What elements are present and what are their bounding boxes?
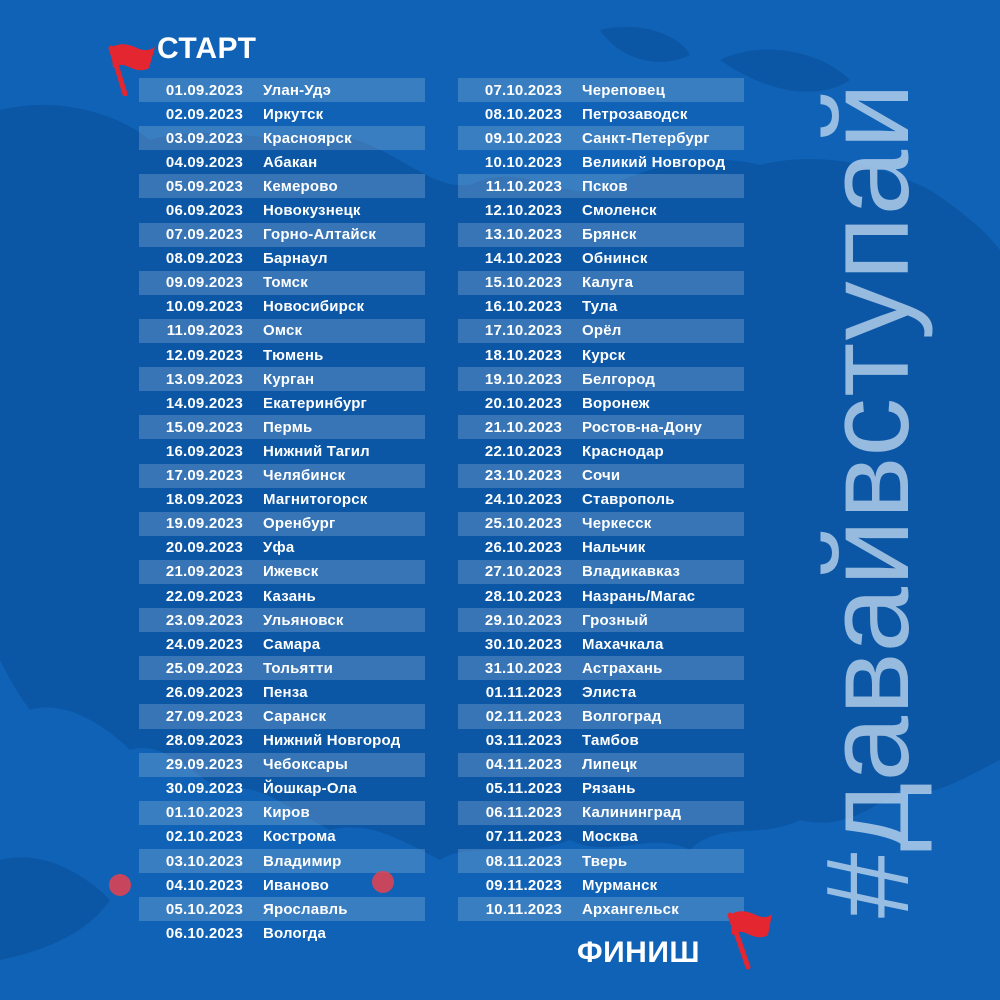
schedule-row xyxy=(458,247,744,271)
schedule-row xyxy=(458,295,744,319)
schedule-date: 27.10.2023 xyxy=(484,563,562,581)
schedule-row xyxy=(458,223,744,247)
schedule-row xyxy=(139,78,425,102)
schedule-row xyxy=(458,680,744,704)
schedule-date: 06.11.2023 xyxy=(485,804,562,822)
schedule-city: Рязань xyxy=(582,780,636,798)
schedule-row xyxy=(458,319,744,343)
schedule-date: 31.10.2023 xyxy=(484,659,562,677)
schedule-city: Томск xyxy=(263,274,308,292)
schedule-date: 25.09.2023 xyxy=(165,659,243,677)
schedule-city: Оренбург xyxy=(263,515,336,533)
schedule-city: Екатеринбург xyxy=(263,394,368,412)
schedule-row xyxy=(139,849,425,873)
schedule-city: Челябинск xyxy=(263,467,346,485)
schedule-city: Нижний Новгород xyxy=(263,732,401,750)
schedule-row xyxy=(139,680,425,704)
schedule-city: Ульяновск xyxy=(263,611,344,629)
schedule-city: Белгород xyxy=(582,370,656,388)
schedule-date: 14.10.2023 xyxy=(484,250,562,268)
schedule-date: 26.09.2023 xyxy=(165,683,243,701)
schedule-date: 16.09.2023 xyxy=(165,442,243,460)
schedule-row xyxy=(139,560,425,584)
schedule-row xyxy=(458,512,744,536)
schedule-city: Чебоксары xyxy=(263,756,349,774)
schedule-city: Самара xyxy=(263,635,321,653)
finish-flag-icon xyxy=(726,905,776,971)
schedule-row xyxy=(458,656,744,680)
schedule-city: Тольятти xyxy=(263,659,334,677)
schedule-row xyxy=(139,174,425,198)
schedule-city: Архангельск xyxy=(582,900,679,918)
schedule-city: Обнинск xyxy=(582,250,648,268)
schedule-city: Калининград xyxy=(582,804,682,822)
schedule-city: Черкесск xyxy=(582,515,652,533)
schedule-date: 06.09.2023 xyxy=(165,202,243,220)
schedule-row xyxy=(458,343,744,367)
schedule-row xyxy=(458,777,744,801)
schedule-city: Пермь xyxy=(263,418,313,436)
schedule-date: 27.09.2023 xyxy=(165,707,243,725)
schedule-city: Нальчик xyxy=(582,539,646,557)
schedule-city: Орёл xyxy=(582,322,622,340)
schedule-date: 22.09.2023 xyxy=(165,587,243,605)
schedule-date: 01.10.2023 xyxy=(165,804,243,822)
schedule-date: 11.09.2023 xyxy=(166,322,243,340)
schedule-date: 16.10.2023 xyxy=(484,298,562,316)
schedule-date: 30.10.2023 xyxy=(484,635,562,653)
schedule-city: Владикавказ xyxy=(582,563,681,581)
schedule-date: 08.09.2023 xyxy=(165,250,243,268)
schedule-row xyxy=(139,704,425,728)
schedule-row xyxy=(139,921,425,945)
schedule-city: Улан-Удэ xyxy=(263,81,332,99)
schedule-date: 02.09.2023 xyxy=(165,105,243,123)
schedule-date: 03.10.2023 xyxy=(165,852,243,870)
schedule-city: Казань xyxy=(263,587,316,605)
schedule-city: Горно-Алтайск xyxy=(263,226,377,244)
schedule-row xyxy=(458,78,744,102)
schedule-city: Волгоград xyxy=(582,707,662,725)
schedule-city: Пенза xyxy=(263,683,308,701)
schedule-date: 28.09.2023 xyxy=(165,732,243,750)
schedule-city: Йошкар-Ола xyxy=(263,780,357,798)
schedule-city: Саранск xyxy=(263,707,327,725)
schedule-date: 26.10.2023 xyxy=(484,539,562,557)
schedule-row xyxy=(139,608,425,632)
schedule-row xyxy=(458,801,744,825)
schedule-date: 05.09.2023 xyxy=(165,177,243,195)
schedule-row xyxy=(458,897,744,921)
schedule-city: Назрань/Магас xyxy=(582,587,696,605)
schedule-date: 10.11.2023 xyxy=(485,900,562,918)
schedule-column-left xyxy=(139,78,425,945)
schedule-row xyxy=(139,801,425,825)
start-label: СТАРТ xyxy=(157,32,257,65)
schedule-date: 02.10.2023 xyxy=(165,828,243,846)
schedule-row xyxy=(458,584,744,608)
schedule-city: Красноярск xyxy=(263,129,352,147)
schedule-date: 20.09.2023 xyxy=(165,539,243,557)
schedule-date: 08.10.2023 xyxy=(484,105,562,123)
schedule-city: Тула xyxy=(582,298,618,316)
schedule-date: 17.09.2023 xyxy=(165,467,243,485)
schedule-date: 10.09.2023 xyxy=(165,298,243,316)
schedule-city: Ставрополь xyxy=(582,491,675,509)
schedule-city: Элиста xyxy=(582,683,637,701)
schedule-row xyxy=(458,102,744,126)
schedule-row xyxy=(458,391,744,415)
schedule-row xyxy=(139,271,425,295)
hashtag-vertical: #давайвступай xyxy=(802,81,934,919)
schedule-row xyxy=(139,102,425,126)
schedule-date: 04.11.2023 xyxy=(485,756,562,774)
schedule-city: Сочи xyxy=(582,467,621,485)
schedule-row xyxy=(458,488,744,512)
schedule-date: 07.10.2023 xyxy=(484,81,562,99)
schedule-row xyxy=(139,223,425,247)
schedule-date: 04.10.2023 xyxy=(165,876,243,894)
schedule-row xyxy=(458,729,744,753)
schedule-date: 09.09.2023 xyxy=(165,274,243,292)
schedule-row xyxy=(458,126,744,150)
schedule-date: 23.09.2023 xyxy=(165,611,243,629)
schedule-row xyxy=(139,439,425,463)
schedule-row xyxy=(458,150,744,174)
schedule-city: Петрозаводск xyxy=(582,105,688,123)
schedule-city: Иркутск xyxy=(263,105,324,123)
schedule-row xyxy=(458,704,744,728)
schedule-city: Москва xyxy=(582,828,638,846)
schedule-city: Астрахань xyxy=(582,659,663,677)
schedule-city: Тверь xyxy=(582,852,628,870)
schedule-row xyxy=(139,391,425,415)
schedule-date: 28.10.2023 xyxy=(484,587,562,605)
schedule-date: 29.09.2023 xyxy=(165,756,243,774)
schedule-date: 12.10.2023 xyxy=(484,202,562,220)
schedule-date: 08.11.2023 xyxy=(485,852,562,870)
schedule-city: Кемерово xyxy=(263,177,338,195)
schedule-date: 01.09.2023 xyxy=(165,81,243,99)
schedule-row xyxy=(139,825,425,849)
schedule-row xyxy=(458,753,744,777)
schedule-row xyxy=(458,608,744,632)
schedule-city: Санкт-Петербург xyxy=(582,129,710,147)
schedule-city: Великий Новгород xyxy=(582,153,726,171)
schedule-row xyxy=(458,560,744,584)
schedule-date: 05.10.2023 xyxy=(165,900,243,918)
schedule-city: Ижевск xyxy=(263,563,319,581)
schedule-row xyxy=(458,415,744,439)
schedule-row xyxy=(139,319,425,343)
schedule-date: 15.09.2023 xyxy=(165,418,243,436)
schedule-date: 18.10.2023 xyxy=(484,346,562,364)
schedule-city: Магнитогорск xyxy=(263,491,368,509)
schedule-date: 09.11.2023 xyxy=(485,876,562,894)
schedule-row xyxy=(139,343,425,367)
schedule-date: 10.10.2023 xyxy=(484,153,562,171)
schedule-row xyxy=(458,632,744,656)
schedule-row xyxy=(458,367,744,391)
red-dot-marker xyxy=(372,871,394,893)
schedule-city: Курск xyxy=(582,346,626,364)
schedule-city: Череповец xyxy=(582,81,665,99)
schedule-row xyxy=(458,198,744,222)
schedule-date: 18.09.2023 xyxy=(165,491,243,509)
schedule-city: Ростов-на-Дону xyxy=(582,418,703,436)
schedule-date: 22.10.2023 xyxy=(484,442,562,460)
schedule-row xyxy=(139,632,425,656)
schedule-row xyxy=(139,897,425,921)
schedule-row xyxy=(139,367,425,391)
schedule-row xyxy=(458,464,744,488)
schedule-city: Грозный xyxy=(582,611,649,629)
schedule-row xyxy=(139,295,425,319)
schedule-date: 14.09.2023 xyxy=(165,394,243,412)
finish-label: ФИНИШ xyxy=(577,936,701,969)
schedule-city: Уфа xyxy=(263,539,295,557)
schedule-row xyxy=(458,536,744,560)
schedule-date: 17.10.2023 xyxy=(484,322,562,340)
schedule-row xyxy=(458,873,744,897)
schedule-row xyxy=(139,247,425,271)
schedule-date: 21.10.2023 xyxy=(484,418,562,436)
schedule-city: Барнаул xyxy=(263,250,328,268)
schedule-date: 29.10.2023 xyxy=(484,611,562,629)
schedule-date: 04.09.2023 xyxy=(165,153,243,171)
schedule-date: 20.10.2023 xyxy=(484,394,562,412)
schedule-row xyxy=(139,198,425,222)
schedule-row xyxy=(458,849,744,873)
schedule-row xyxy=(139,512,425,536)
schedule-row xyxy=(139,415,425,439)
schedule-row xyxy=(139,464,425,488)
schedule-city: Тамбов xyxy=(582,732,639,750)
schedule-city: Иваново xyxy=(263,876,329,894)
schedule-date: 03.09.2023 xyxy=(165,129,243,147)
schedule-row xyxy=(139,777,425,801)
schedule-city: Киров xyxy=(263,804,310,822)
schedule-date: 05.11.2023 xyxy=(485,780,562,798)
schedule-row xyxy=(458,271,744,295)
schedule-row xyxy=(139,126,425,150)
schedule-city: Новосибирск xyxy=(263,298,365,316)
schedule-row xyxy=(139,584,425,608)
schedule-row xyxy=(458,439,744,463)
schedule-date: 24.10.2023 xyxy=(484,491,562,509)
schedule-city: Брянск xyxy=(582,226,637,244)
schedule-column-right xyxy=(458,78,744,921)
schedule-date: 12.09.2023 xyxy=(165,346,243,364)
schedule-row xyxy=(458,174,744,198)
schedule-date: 19.10.2023 xyxy=(484,370,562,388)
schedule-date: 07.09.2023 xyxy=(165,226,243,244)
schedule-city: Тюмень xyxy=(263,346,324,364)
schedule-date: 01.11.2023 xyxy=(485,683,562,701)
schedule-date: 23.10.2023 xyxy=(484,467,562,485)
schedule-row xyxy=(139,150,425,174)
schedule-city: Вологда xyxy=(263,924,327,942)
schedule-city: Мурманск xyxy=(582,876,658,894)
schedule-city: Псков xyxy=(582,177,628,195)
schedule-city: Краснодар xyxy=(582,442,664,460)
schedule-date: 09.10.2023 xyxy=(484,129,562,147)
schedule-city: Смоленск xyxy=(582,202,657,220)
schedule-row xyxy=(139,729,425,753)
schedule-city: Курган xyxy=(263,370,315,388)
schedule-date: 07.11.2023 xyxy=(485,828,562,846)
schedule-city: Липецк xyxy=(582,756,638,774)
schedule-date: 02.11.2023 xyxy=(485,707,562,725)
schedule-date: 03.11.2023 xyxy=(485,732,562,750)
schedule-date: 21.09.2023 xyxy=(165,563,243,581)
schedule-date: 30.09.2023 xyxy=(165,780,243,798)
schedule-city: Калуга xyxy=(582,274,634,292)
schedule-city: Новокузнецк xyxy=(263,202,361,220)
schedule-date: 13.09.2023 xyxy=(165,370,243,388)
schedule-row xyxy=(139,488,425,512)
schedule-date: 15.10.2023 xyxy=(484,274,562,292)
schedule-city: Владимир xyxy=(263,852,342,870)
schedule-city: Абакан xyxy=(263,153,318,171)
schedule-date: 19.09.2023 xyxy=(165,515,243,533)
schedule-date: 06.10.2023 xyxy=(165,924,243,942)
schedule-row xyxy=(139,753,425,777)
schedule-city: Ярославль xyxy=(263,900,348,918)
schedule-row xyxy=(139,536,425,560)
schedule-city: Воронеж xyxy=(582,394,650,412)
schedule-date: 25.10.2023 xyxy=(484,515,562,533)
schedule-city: Омск xyxy=(263,322,303,340)
schedule-city: Нижний Тагил xyxy=(263,442,370,460)
schedule-date: 13.10.2023 xyxy=(484,226,562,244)
schedule-date: 24.09.2023 xyxy=(165,635,243,653)
schedule-row xyxy=(139,656,425,680)
red-dot-marker xyxy=(109,874,131,896)
schedule-city: Махачкала xyxy=(582,635,664,653)
schedule-date: 11.10.2023 xyxy=(485,177,562,195)
schedule-row xyxy=(458,825,744,849)
schedule-city: Кострома xyxy=(263,828,336,846)
